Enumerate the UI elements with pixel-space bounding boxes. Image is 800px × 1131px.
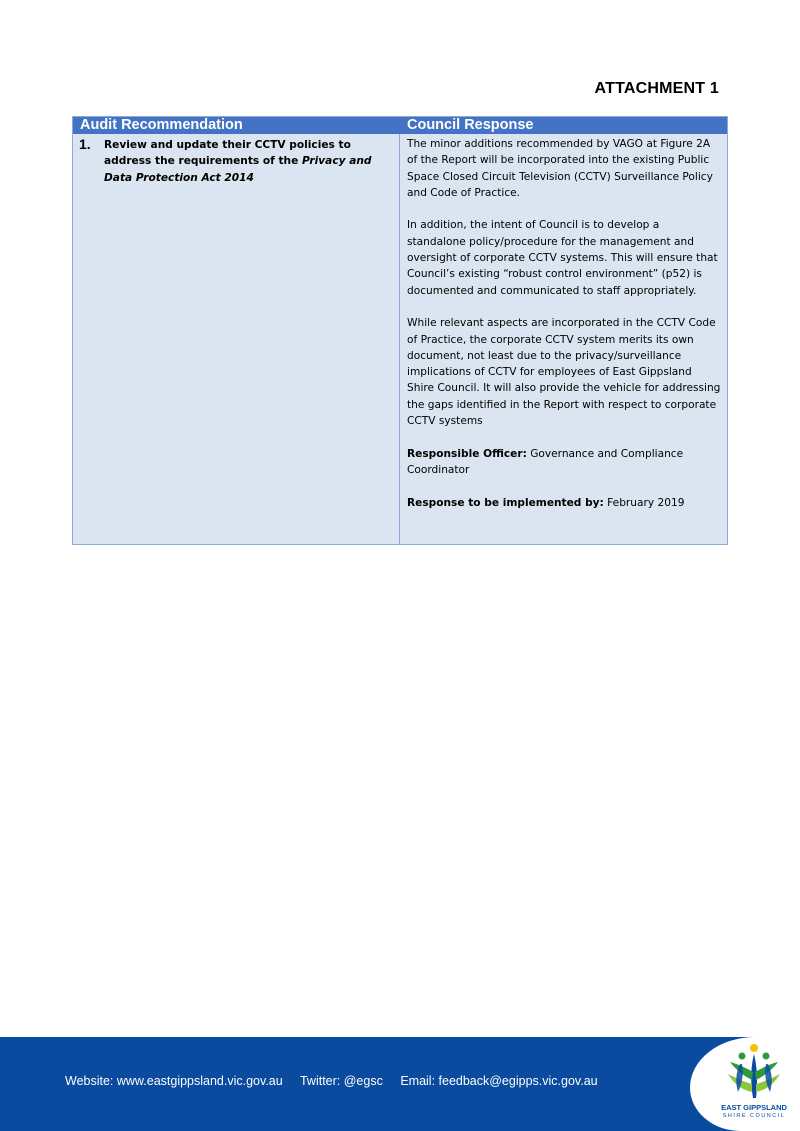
audit-recommendation-table <box>72 116 728 545</box>
table-row <box>73 134 727 544</box>
logo-line-2: SHIRE COUNCIL <box>722 1113 786 1119</box>
implementation-date-label: Response to be implemented by: <box>407 496 604 509</box>
recommendation-text-bold: Review and update their CCTV policies to address the requirements of the <box>104 139 351 168</box>
east-gippsland-logo <box>720 1042 788 1126</box>
implementation-date <box>407 495 721 511</box>
recommendation-number: 1. <box>79 136 91 152</box>
responsible-officer-value: Governance and Compliance Coordinator <box>407 447 684 476</box>
response-paragraph-3: While relevant aspects are incorporated in the CCTV Code of Practice, the corporate CCTV system merits its own document, not least due to the privacy/surveillance implications of CCTV for employees of East Gippsland Shire Council. It will also provide the vehicle for addressing the gaps identified in the Report with respect to corporate CCTV systems <box>407 317 721 428</box>
table-header-row <box>73 117 727 134</box>
responsible-officer-label: Responsible Officer: <box>407 447 527 460</box>
footer-website-link[interactable]: Website: www.eastgippsland.vic.gov.au <box>65 1074 283 1088</box>
response-paragraph-1: The minor additions recommended by VAGO at Figure 2A of the Report will be incorporated into the existing Public Space Closed Circuit Television (CCTV) Surveillance Policy and Code of Practice. <box>407 138 713 199</box>
footer-twitter-link[interactable]: Twitter: @egsc <box>299 1074 383 1088</box>
attachment-title: ATTACHMENT 1 <box>594 80 719 97</box>
footer-contacts <box>65 1074 612 1088</box>
logo-line-1: EAST GIPPSLAND <box>721 1103 787 1112</box>
responsible-officer <box>407 446 721 479</box>
logo-figures-icon <box>720 1042 788 1102</box>
recommendation-text <box>104 137 393 186</box>
response-paragraph-2: In addition, the intent of Council is to develop a standalone policy/procedure for the management and oversight of corporate CCTV systems. This will ensure that Council’s existing “robust control environment” (p52) is documented and communicated to staff appropriately. <box>407 219 718 297</box>
header-council-response: Council Response <box>407 117 534 133</box>
recommendation-cell <box>73 134 400 544</box>
implementation-date-value: February 2019 <box>603 496 685 509</box>
page-footer <box>0 1037 800 1131</box>
recommendation-act-name: Privacy and Data Protection Act 2014 <box>104 155 372 184</box>
footer-email-link[interactable]: Email: feedback@egipps.vic.gov.au <box>400 1074 598 1088</box>
header-audit-recommendation: Audit Recommendation <box>80 117 243 133</box>
recommendation-item <box>79 137 393 186</box>
response-cell <box>400 134 727 544</box>
